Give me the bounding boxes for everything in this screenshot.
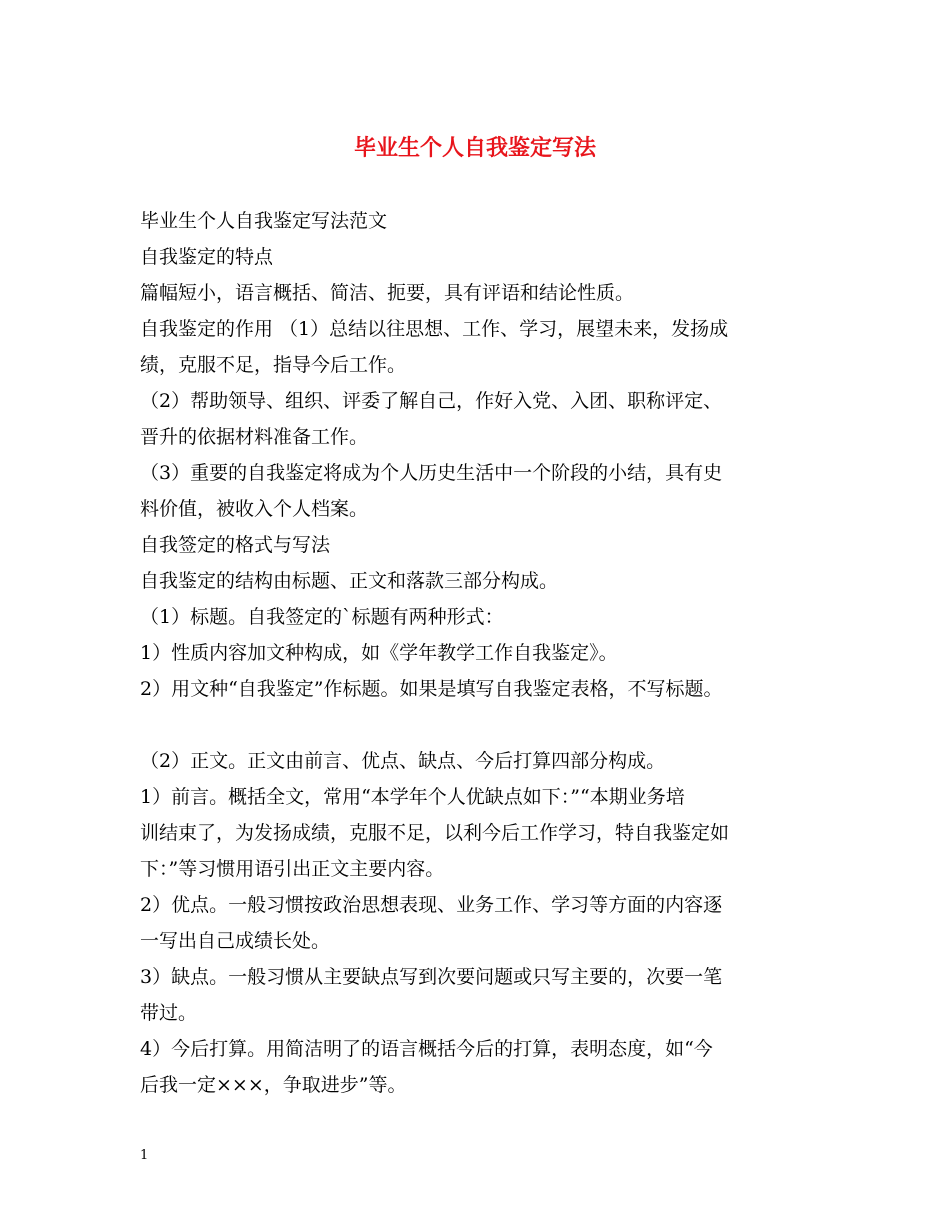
body-line: 3）缺点。一般习惯从主要缺点写到次要问题或只写主要的，次要一笔	[140, 966, 723, 988]
body-line: 一写出自己成绩长处。	[140, 930, 331, 952]
body-line: 4）今后打算。用简洁明了的语言概括今后的打算，表明态度，如“今	[140, 1038, 713, 1060]
body-line: 篇幅短小，语言概括、简洁、扼要，具有评语和结论性质。	[140, 282, 635, 304]
body-line: 自我鉴定的特点	[140, 246, 274, 268]
body-line: 下：”等习惯用语引出正文主要内容。	[140, 858, 445, 880]
document-body	[140, 203, 840, 1103]
body-line: 1）前言。概括全文，常用“本学年个人优缺点如下：”“本期业务培	[140, 786, 685, 808]
body-line: 自我鉴定的作用 （1）总结以往思想、工作、学习，展望未来，发扬成	[140, 318, 729, 340]
body-line: 1）性质内容加文种构成，如《学年教学工作自我鉴定》。	[140, 642, 618, 664]
page-number: 1	[140, 1148, 149, 1163]
body-line: 毕业生个人自我鉴定写法范文	[140, 210, 388, 232]
body-line: （1）标题。自我签定的`标题有两种形式：	[140, 606, 504, 628]
body-line: 自我鉴定的结构由标题、正文和落款三部分构成。	[140, 570, 559, 592]
body-line: （3）重要的自我鉴定将成为个人历史生活中一个阶段的小结，具有史	[140, 462, 723, 484]
body-line: 2）用文种“自我鉴定”作标题。如果是填写自我鉴定表格，不写标题。	[140, 678, 723, 700]
body-line: 晋升的依据材料准备工作。	[140, 426, 369, 448]
body-line: 训结束了，为发扬成绩，克服不足，以利今后工作学习，特自我鉴定如	[140, 822, 730, 844]
body-line: （2）帮助领导、组织、评委了解自己，作好入党、入团、职称评定、	[140, 390, 723, 412]
body-line: 2）优点。一般习惯按政治思想表现、业务工作、学习等方面的内容逐	[140, 894, 723, 916]
body-line: 带过。	[140, 1002, 198, 1024]
body-line: 料价值，被收入个人档案。	[140, 498, 369, 520]
body-line: 绩，克服不足，指导今后工作。	[140, 354, 407, 376]
body-line: 自我签定的格式与写法	[140, 534, 331, 556]
body-line: 后我一定×××，争取进步”等。	[140, 1074, 407, 1096]
document-title: 毕业生个人自我鉴定写法	[353, 135, 596, 161]
body-line: （2）正文。正文由前言、优点、缺点、今后打算四部分构成。	[140, 750, 666, 772]
